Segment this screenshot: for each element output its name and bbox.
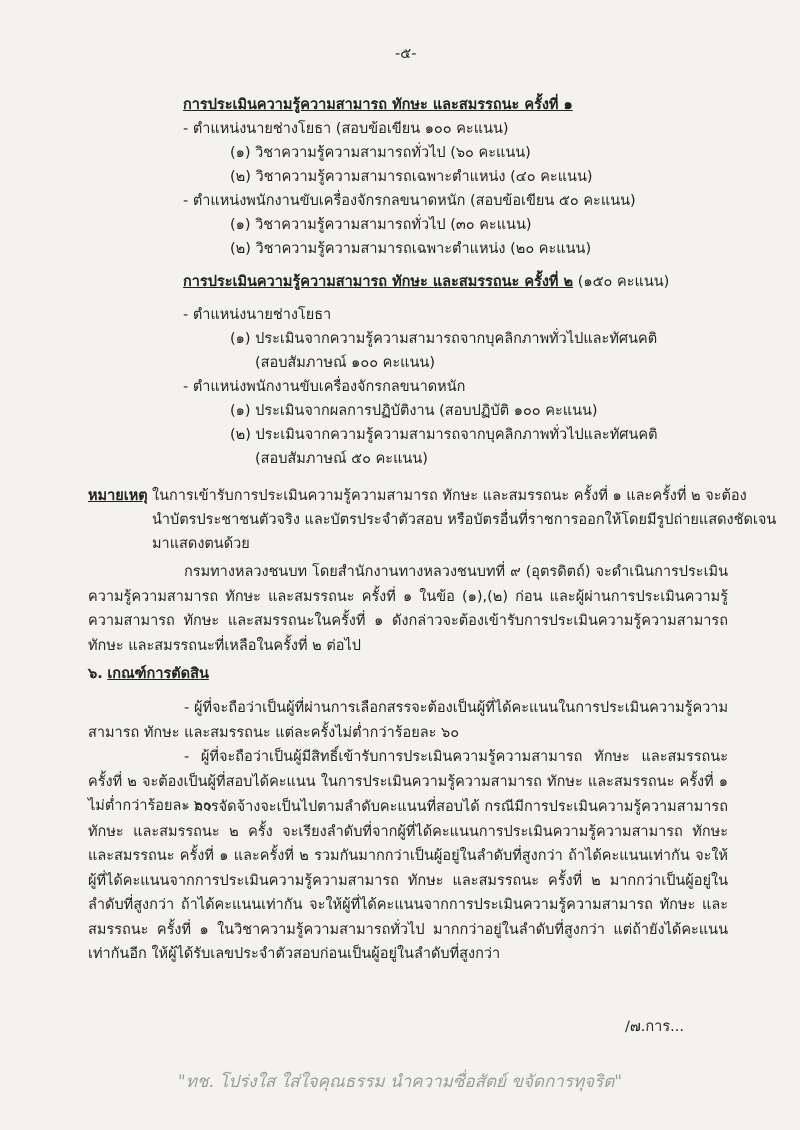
round2-heading-score: (๑๕๐ คะแนน) [573,274,670,290]
continuation-marker: /๗.การ... [625,1019,684,1035]
round2-position-operator: - ตำแหน่งพนักงานขับเครื่องจักรกลขนาดหนัก [183,379,466,395]
note-line-3: มาแสดงตนด้วย [152,536,250,552]
note-line-2: นำบัตรประชาชนตัวจริง และบัตรประจำตัวสอบ หรือบัตรอื่นที่ราชการออกให้โดยมีรูปถ่ายแสดงชัดเจน [152,512,777,528]
round1-heading: การประเมินความรู้ความสามารถ ทักษะ และสมรรถนะ ครั้งที่ ๑ [183,97,573,113]
round1-position-civil: - ตำแหน่งนายช่างโยธา (สอบข้อเขียน ๑๐๐ คะแนน) [183,121,509,137]
round2-operator-item-2-cont: (สอบสัมภาษณ์ ๕๐ คะแนน) [255,451,428,467]
round2-civil-item-1-cont: (สอบสัมภาษณ์ ๑๐๐ คะแนน) [255,355,435,371]
section6-heading: เกณฑ์การตัดสิน [107,666,209,682]
round2-heading-line [183,272,669,292]
round2-operator-item-1: (๑) ประเมินจากผลการปฏิบัติงาน (สอบปฏิบัติ ๑๐๐ คะแนน) [230,403,598,419]
round1-operator-item-2: (๒) วิชาความรู้ความสามารถเฉพาะตำแหน่ง (๒๐ คะแนน) [230,241,592,257]
round2-heading: การประเมินความรู้ความสามารถ ทักษะ และสมรรถนะ ครั้งที่ ๒ [183,274,574,290]
department-paragraph: กรมทางหลวงชนบท โดยสำนักงานทางหลวงชนบทที่ ๙ (อุตรดิตถ์) จะดำเนินการประเมินความรู้ความสามารถ ทักษะ และสมรรถนะ ครั้งที่ ๑ ในข้อ (๑),(๒) ก่อน และผู้ผ่านการประเมินความรู้ความสามารถ ทักษะ และสมรรถนะในครั้งที่ ๑ ดังกล่าวจะต้องเข้ารับการประเมินความรู้ความสามารถ ทักษะ และสมรรถนะที่เหลือในครั้งที่ ๒ ต่อไป [88,564,728,654]
note-line-1: ในการเข้ารับการประเมินความรู้ความสามารถ ทักษะ และสมรรถนะ ครั้งที่ ๑ และครั้งที่ ๒ จะต้อง [152,488,747,504]
round1-operator-item-1: (๑) วิชาความรู้ความสามารถทั่วไป (๓๐ คะแนน) [230,217,532,233]
round2-position-civil: - ตำแหน่งนายช่างโยธา [183,307,332,323]
round2-civil-item-1: (๑) ประเมินจากความรู้ความสามารถจากบุคลิกภาพทั่วไปและทัศนคติ [230,331,658,347]
criteria-rule-2: - ผู้ที่จะถือว่าเป็นผู้มีสิทธิ์เข้ารับการประเมินความรู้ความสามารถ ทักษะ และสมรรถนะ ครั้งที่ ๒ จะต้องเป็นผู้ที่สอบได้คะแนน ในการประเมินความรู้ความสามารถ ทักษะ และสมรรถนะ ครั้งที่ ๑ ไม่ต่ำกว่าร้อยละ ๖๐ [88,749,728,814]
section6-number: ๖. [88,666,103,682]
round2-operator-item-2: (๒) ประเมินจากความรู้ความสามารถจากบุคลิกภาพทั่วไปและทัศนคติ [230,427,658,443]
round1-civil-item-1: (๑) วิชาความรู้ความสามารถทั่วไป (๖๐ คะแนน) [230,145,531,161]
page-number: -๕- [395,46,417,62]
round1-civil-item-2: (๒) วิชาความรู้ความสามารถเฉพาะตำแหน่ง (๔๐ คะแนน) [230,169,593,185]
round1-position-operator: - ตำแหน่งพนักงานขับเครื่องจักรกลขนาดหนัก (สอบข้อเขียน ๕๐ คะแนน) [183,193,636,209]
note-label: หมายเหตุ [88,488,148,504]
section6-heading-line [88,664,209,684]
criteria-rule-3: - การจัดจ้างจะเป็นไปตามลำดับคะแนนที่สอบได้ กรณีมีการประเมินความรู้ความสามารถ ทักษะ และสมรรถนะ ๒ ครั้ง จะเรียงลำดับที่จากผู้ที่ได้คะแนนการประเมินความรู้ความสามารถ ทักษะ และสมรรถนะ ครั้งที่ ๑ และครั้งที่ ๒ รวมกันมากกว่าเป็นผู้อยู่ในลำดับที่สูงกว่า ถ้าได้คะแนนเท่ากัน จะให้ผู้ที่ได้คะแนนจากการประเมินความรู้ความสามารถ ทักษะ และสมรรถนะ ครั้งที่ ๒ มากกว่าเป็นผู้อยู่ในลำดับที่สูงกว่า ถ้าได้คะแนนเท่ากัน จะให้ผู้ที่ได้คะแนนจากการประเมินความรู้ความสามารถ ทักษะ และสมรรถนะ ครั้งที่ ๑ ในวิชาความรู้ความสามารถทั่วไป มากกว่าอยู่ในลำดับที่สูงกว่า แต่ถ้ายังได้คะแนนเท่ากันอีก ให้ผู้ได้รับเลขประจำตัวสอบก่อนเป็นผู้อยู่ในลำดับที่สูงกว่า [88,799,728,962]
footer-motto: "ทช. โปร่งใส ใส่ใจคุณธรรม นำความซื่อสัตย์ ขจัดการทุจริต" [177,1072,623,1092]
criteria-rule-1: - ผู้ที่จะถือว่าเป็นผู้ที่ผ่านการเลือกสรรจะต้องเป็นผู้ที่ได้คะแนนในการประเมินความรู้ความสามารถ ทักษะ และสมรรถนะ แต่ละครั้งไม่ต่ำกว่าร้อยละ ๖๐ [88,700,728,741]
